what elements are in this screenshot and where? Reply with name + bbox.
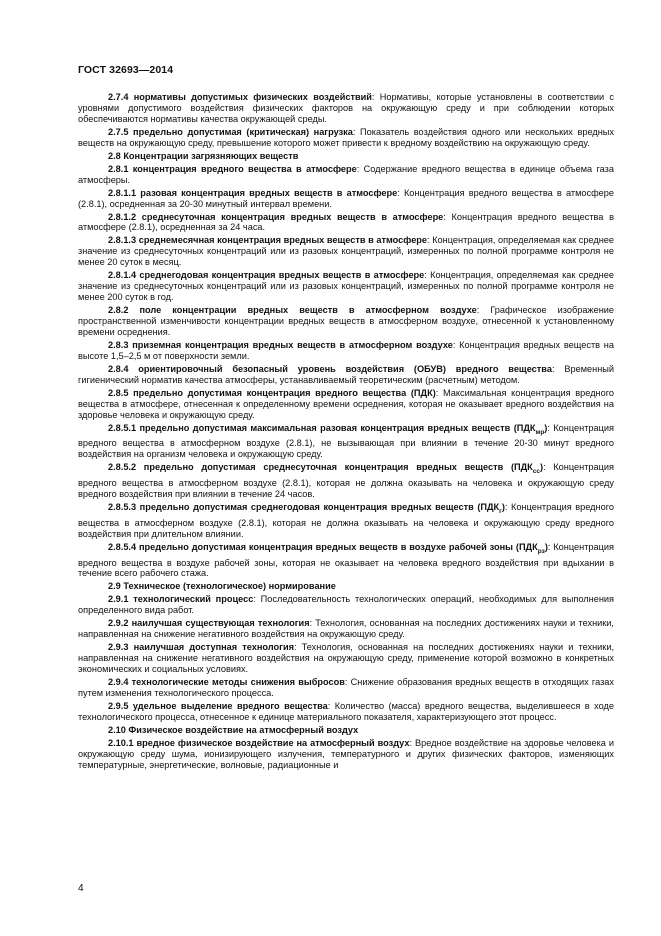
- definition-paragraph: [78, 340, 614, 362]
- term: 2.9.1 технологический процесс: [108, 594, 254, 605]
- definition-text: : Показатель воздействия одного или нескольких вредных веществ на окружающую среду, превышение которого может привести к вредному воздействию на окружающую среду.: [78, 126, 614, 148]
- document-body: [78, 92, 614, 773]
- section-heading: [78, 581, 614, 592]
- term: 2.9.4 технологические методы снижения выбросов: [108, 677, 345, 688]
- term: 2.8.4 ориентировочный безопасный уровень воздействия (ОБУВ) вредного вещества: [108, 363, 552, 374]
- definition-paragraph: [78, 462, 614, 500]
- definition-text: : Графическое изображение пространственной изменчивости концентрации вредных веществ в атмосферном воздухе, отнесенной к установленному времени осреднения.: [78, 305, 615, 338]
- page-number: 4: [78, 883, 84, 894]
- section-heading: [78, 151, 614, 162]
- term: 2.7.5 предельно допустимая (критическая) нагрузка: [108, 126, 353, 137]
- term: 2.8.1.3 среднемесячная концентрация вредных веществ в атмосфере: [108, 235, 428, 246]
- term: 2.8.5 предельно допустимая концентрация вредного вещества (ПДК): [108, 387, 436, 398]
- term-close: ): [501, 502, 505, 513]
- definition-text: : Технология, основанная на последних достижениях науки и техники, направленная на снижение негативного воздействия на окружающую среду.: [78, 618, 614, 640]
- term-close: ): [544, 422, 548, 433]
- definition-paragraph: [78, 388, 614, 421]
- definition-paragraph: [78, 542, 614, 580]
- term: 2.8.5.3 предельно допустимая среднегодовая концентрация вредных веществ (ПДК: [108, 502, 500, 513]
- definition-paragraph: [78, 594, 614, 616]
- definition-text: : Вредное воздействие на здоровье человека и окружающую среду шума, ионизирующего излучения, температурного и других физических факторов, изменяющих температурные, энергетические, волновые, радиационные и: [78, 737, 614, 770]
- term-close: ): [544, 541, 548, 552]
- term: 2.8 Концентрации загрязняющих веществ: [108, 150, 299, 161]
- definition-text: : Концентрация вредного вещества в атмосфере (2.8.1), осредненная за 20-30 минутный интервал времени.: [78, 187, 614, 209]
- definition-paragraph: [78, 701, 614, 723]
- definition-paragraph: [78, 127, 614, 149]
- definition-text: : Концентрация вредных веществ на высоте 1,5–2,5 м от поверхности земли.: [78, 340, 614, 361]
- definition-text: : Временный гигиенический норматив качества атмосферы, устанавливаемый теоретическим (расчетным) методом.: [78, 363, 614, 385]
- definition-text: : Концентрация вредного вещества в атмосфере (2.8.1), осредненная за 24 часа.: [78, 211, 614, 233]
- term: 2.8.3 приземная концентрация вредных веществ в атмосферном воздухе: [108, 340, 453, 351]
- definition-paragraph: [78, 164, 614, 186]
- term: 2.10.1 вредное физическое воздействие на атмосферный воздух: [108, 737, 410, 748]
- definition-paragraph: [78, 677, 614, 699]
- term-subscript: сс: [532, 468, 541, 476]
- term: 2.8.1.1 разовая концентрация вредных веществ в атмосфере: [108, 187, 398, 198]
- definition-text: : Концентрация, определяемая как среднее значение из среднесуточных концентраций или из разовых концентраций, измеренных по полной программе контроля не менее 20 суток в месяц.: [78, 235, 614, 268]
- term: 2.9.2 наилучшая существующая технология: [108, 618, 310, 629]
- definition-paragraph: [78, 423, 614, 461]
- definition-text: : Содержание вредного вещества в единице объема газа атмосферы.: [78, 163, 614, 185]
- term-subscript: г: [499, 507, 502, 515]
- term: 2.7.4 нормативы допустимых физических воздействий: [108, 92, 372, 102]
- definition-text: : Концентрация вредного вещества в воздухе рабочей зоны, которая не оказывает на человека вредного воздействия при вдыхании в течение всего рабочего стажа.: [78, 541, 615, 579]
- definition-paragraph: [78, 364, 614, 386]
- definition-text: : Концентрация вредного вещества в атмосферном воздухе (2.8.1), которая не должна оказывать на человека и окружающую среду вредного воздействия при влиянии в течение 24 часов.: [78, 462, 615, 500]
- term: 2.8.2 поле концентрации вредных веществ в атмосферном воздухе: [108, 305, 477, 316]
- definition-paragraph: [78, 188, 614, 210]
- definition-paragraph: [78, 642, 614, 675]
- term-subscript: мр: [535, 428, 545, 436]
- term: 2.8.5.2 предельно допустимая среднесуточная концентрация вредных веществ (ПДК: [108, 462, 533, 473]
- term-close: ): [540, 462, 544, 473]
- term: 2.9 Техническое (технологическое) нормирование: [108, 581, 336, 592]
- term: 2.8.5.1 предельно допустимая максимальная разовая концентрация вредных веществ (ПДК: [108, 422, 536, 433]
- definition-paragraph: [78, 618, 614, 640]
- term: 2.8.1.4 среднегодовая концентрация вредных веществ в атмосфере: [108, 270, 425, 281]
- document-header: ГОСТ 32693—2014: [78, 64, 174, 76]
- definition-text: : Технология, основанная на последних достижениях науки и техники, направленная на снижение негативного воздействия на окружающую среду, применение которой возможно в конкретных экономических и социальных условиях.: [78, 642, 615, 675]
- definition-paragraph: [78, 305, 614, 338]
- term: 2.9.3 наилучшая доступная технология: [108, 642, 294, 653]
- term: 2.8.5.4 предельно допустимая концентрация вредных веществ в воздухе рабочей зоны (ПДК: [108, 541, 538, 552]
- definition-paragraph: [78, 270, 614, 303]
- term: 2.10 Физическое воздействие на атмосферный воздух: [108, 724, 359, 735]
- definition-paragraph: [78, 92, 614, 125]
- definition-text: : Нормативы, которые установлены в соответствии с уровнями допустимого воздействия физических факторов на окружающую среду и при соблюдении которых обеспечиваются нормативы качества окружающей среды.: [78, 92, 614, 124]
- term: 2.8.1 концентрация вредного вещества в атмосфере: [108, 163, 357, 174]
- definition-paragraph: [78, 502, 614, 540]
- definition-paragraph: [78, 235, 614, 268]
- definition-text: : Последовательность технологических операций, необходимых для выполнения определенного вида работ.: [78, 594, 614, 616]
- definition-text: : Количество (масса) вредного вещества, выделившееся в ходе технологического процесса, отнесенное к единице материального показателя, характеризующего этот процесс.: [78, 700, 614, 722]
- definition-paragraph: [78, 212, 614, 234]
- definition-paragraph: [78, 738, 614, 771]
- definition-text: : Концентрация вредного вещества в атмосферном воздухе (2.8.1), не вызывающая при влиянии в течение 20-30 минут вредного воздействия на организм человека и окружающую среду.: [78, 422, 614, 460]
- term: 2.9.5 удельное выделение вредного вещества: [108, 700, 328, 711]
- term-subscript: рз: [537, 547, 545, 555]
- definition-text: : Концентрация вредного вещества в атмосферном воздухе (2.8.1), которая не должна оказывать на человека и окружающую среду вредного воздействия при длительном влиянии.: [78, 502, 614, 539]
- term: 2.8.1.2 среднесуточная концентрация вредных веществ в атмосфере: [108, 211, 444, 222]
- definition-text: : Концентрация, определяемая как среднее значение из среднесуточных концентраций или из разовых концентраций, измеренных по полной программе контроля не менее 200 суток в год.: [78, 270, 614, 303]
- section-heading: [78, 725, 614, 736]
- definition-text: : Снижение образования вредных веществ в отходящих газах путем изменения технологического процесса.: [78, 677, 614, 699]
- definition-text: : Максимальная концентрация вредного вещества в атмосфере, отнесенная к определенному времени осреднения, которая не оказывает вредного воздействия на здоровье человека и окружающую среду.: [78, 387, 615, 420]
